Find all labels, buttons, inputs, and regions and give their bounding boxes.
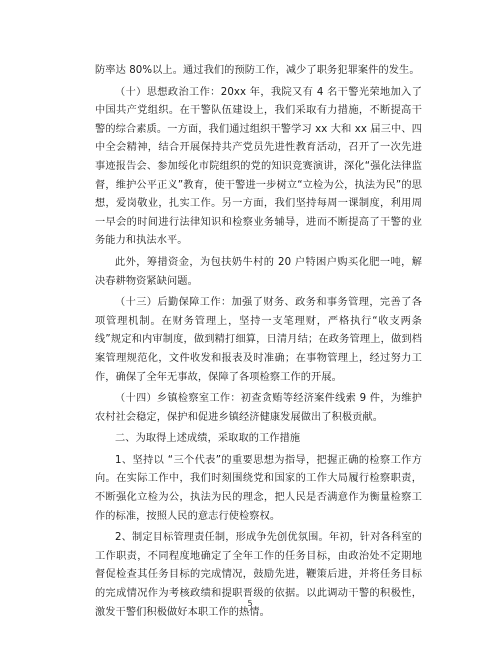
section-heading-measures: 二、为取得上述成绩，采取取的工作措施 — [115, 433, 301, 445]
document-body — [95, 62, 422, 622]
paragraph-township-office: （十四）乡镇检察室工作：初查贪贿等经济案件线索 9 件，为维护农村社会稳定，保护和促进乡镇经济健康发展做出了积极贡献。 — [95, 393, 422, 423]
paragraph-funding: 此外，筹措资金，为包扶奶牛村的 20 户特困户购买化肥一吨，解决春耕物资紧缺问题。 — [95, 256, 422, 287]
paragraph-prevention-rate: 防率达 80%以上。通过我们的预防工作，减少了职务犯罪案件的发生。 — [95, 65, 420, 76]
page-number: 5 — [247, 599, 253, 608]
paragraph-measure-1: 1、坚持以 “三个代表”的重要思想为指导，把握正确的检察工作方向。在实际工作中，我们时刻围绕党和国家的工作大局履行检察职责，不断强化立检为公，执法为民的理念，把人民是否满意作为衡量检察工作的标准，按照人民的意志行使检察权。 — [95, 454, 422, 522]
paragraph-political-work: （十）思想政治工作：20xx 年，我院又有 4 名干警光荣地加入了中国共产党组织。在干警队伍建设上，我们采取有力措施，不断提高干警的综合素质。一方面，我们通过组织干警学习 xx 大和 xx 届三中、四中全会精神，结合开展保持共产党员先进性教育活动，召开了一次先进事迹报告会、参加绥化市院组织的党的知识竞赛演讲，深化“强化法律监督，维护公平正义”教育，使干警进一步树立“立检为公，执法为民”的思想，爱岗敬业，扎实工作。另一方面，我们坚持每周一课制度，利用周一早会的时间进行法律知识和检察业务辅导，进而不断提高了干警的业务能力和执法水平。 — [95, 86, 422, 247]
paragraph-measure-2: 2、制定目标管理责任制，形成争先创优氛围。年初，针对各科室的工作职责，不同程度地确定了全年工作的任务目标，由政治处不定期地督促检查其任务目标的完成情况，鼓励先进，鞭策后进，并将任务目标的完成情况作为考核政绩和提职晋级的依据。以此调动干警的积极性，激发干警们积极做好本职工作的热情。 — [95, 532, 422, 618]
paragraph-logistics: （十三）后勤保障工作：加强了财务、政务和事务管理，完善了各项管理机制。在财务管理上，坚持一支笔理财，严格执行“收支两条线”规定和内审制度，做到精打细算，日清月结；在政务管理上，做到档案管理规范化，文件收发和报表及时准确；在事物管理上，经过努力工作，确保了全年无事故，保障了各项检察工作的开展。 — [95, 297, 422, 383]
